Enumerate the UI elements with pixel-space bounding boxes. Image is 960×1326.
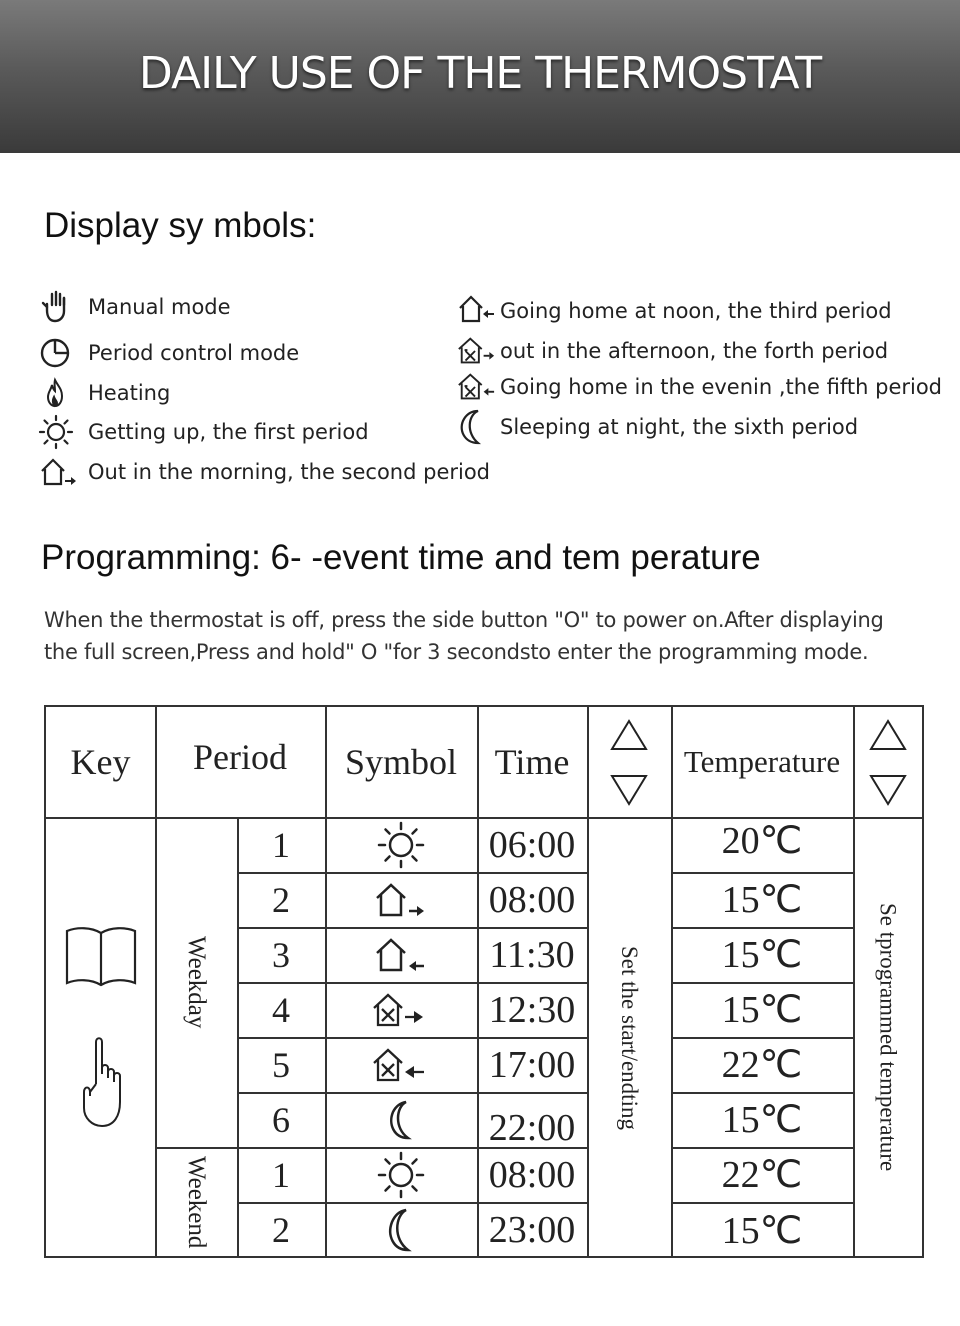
header-key: Key [70,742,131,782]
row-4-temp: 15℃ [721,989,803,1031]
row-3-temp: 15℃ [721,934,803,976]
header-time: Time [494,742,570,782]
symbol-label: Heating [88,381,171,405]
row-1-time: 06:00 [488,823,576,866]
row-3-time: 11:30 [489,933,575,976]
row-4-period: 4 [272,989,290,1030]
row-5-time: 17:00 [488,1043,576,1086]
house-in-icon [456,294,496,328]
row-6-temp: 15℃ [721,1099,803,1141]
symbol-label: Going home at noon, the third period [500,299,892,323]
row-5-temp: 22℃ [721,1044,803,1086]
row-4-time: 12:30 [488,988,576,1031]
weekday-label: Weekday [183,935,210,1029]
sun-icon [325,1147,477,1202]
up-arrow-icon [609,718,649,752]
symbol-item-out-afternoon [456,334,888,368]
intro-line-1: When the thermostat is off, press the side button "O" to power on.After displaying [44,608,884,632]
moon-icon [456,410,496,444]
program-table [44,705,924,1258]
row-8-temp: 15℃ [721,1209,803,1252]
header-period: Period [193,737,287,777]
symbol-label: out in the afternoon, the forth period [500,339,889,363]
symbol-item-home-noon [456,294,892,328]
sun-icon [325,817,477,872]
book-icon [46,922,155,992]
row-5-period: 5 [272,1044,290,1085]
weekend-label: Weekend [183,1156,210,1249]
sun-icon [38,415,78,449]
row-8-period: 2 [272,1210,290,1250]
row-6-period: 6 [272,1099,290,1140]
down-arrow-icon [868,773,908,807]
row-2-temp: 15℃ [721,879,803,921]
flame-icon [38,376,78,410]
temp-adjust-arrows [853,707,922,817]
time-adjust-arrows [587,707,671,817]
symbol-label: Sleeping at night, the sixth period [500,415,859,439]
header-symbol: Symbol [344,742,458,782]
moon-icon [325,1092,477,1147]
row-3-period: 3 [272,934,290,975]
intro-line-2: the full screen,Press and hold" O "for 3 secondsto enter the programming mode. [44,640,869,664]
symbol-item-home-evening [456,370,942,404]
up-arrow-icon [868,718,908,752]
down-arrow-icon [609,773,649,807]
house-out-icon [325,872,477,927]
clock-icon [38,336,78,370]
house-tools-out-icon [325,982,477,1037]
row-7-time: 08:00 [488,1153,576,1196]
symbol-item-manual [38,290,231,324]
banner-title: DAILY USE OF THE THERMOSTAT [138,48,822,99]
house-tools-in-icon [456,370,496,404]
moon-icon [325,1202,477,1258]
hand-icon [46,1027,155,1137]
symbol-item-heating [38,376,170,410]
symbol-item-out-morning [38,455,490,489]
symbol-label: Manual mode [88,295,231,319]
symbol-label: Period control mode [88,341,300,365]
row-7-temp: 22℃ [721,1154,803,1196]
symbol-label: Getting up, the first period [88,420,369,444]
symbol-label: Going home in the evenin ,the fifth period [500,375,943,399]
house-tools-in-icon [325,1037,477,1092]
row-2-time: 08:00 [488,878,576,921]
display-symbols-heading: Display sy mbols: [44,206,317,245]
symbol-item-period-control [38,336,299,370]
row-7-period: 1 [272,1154,290,1195]
programming-heading: Programming: 6- -event time and tem perature [41,538,761,577]
house-in-icon [325,927,477,982]
hand-icon [38,290,78,324]
house-tools-out-icon [456,334,496,368]
row-1-period: 1 [272,824,290,865]
symbol-label: Out in the morning, the second period [88,460,491,484]
symbol-item-sleeping [456,410,858,444]
header-banner [0,0,960,153]
header-temperature: Temperature [683,744,841,779]
programming-intro [44,604,924,668]
row-1-temp: 20℃ [721,819,803,862]
temp-note: Se tprogrammed temperature [875,903,901,1172]
row-2-period: 2 [272,879,290,920]
house-out-icon [38,455,78,489]
row-8-time: 23:00 [488,1209,576,1251]
symbol-item-getting-up [38,415,369,449]
row-6-time: 22:00 [488,1106,576,1149]
time-note: Set the start/endting [617,945,642,1130]
